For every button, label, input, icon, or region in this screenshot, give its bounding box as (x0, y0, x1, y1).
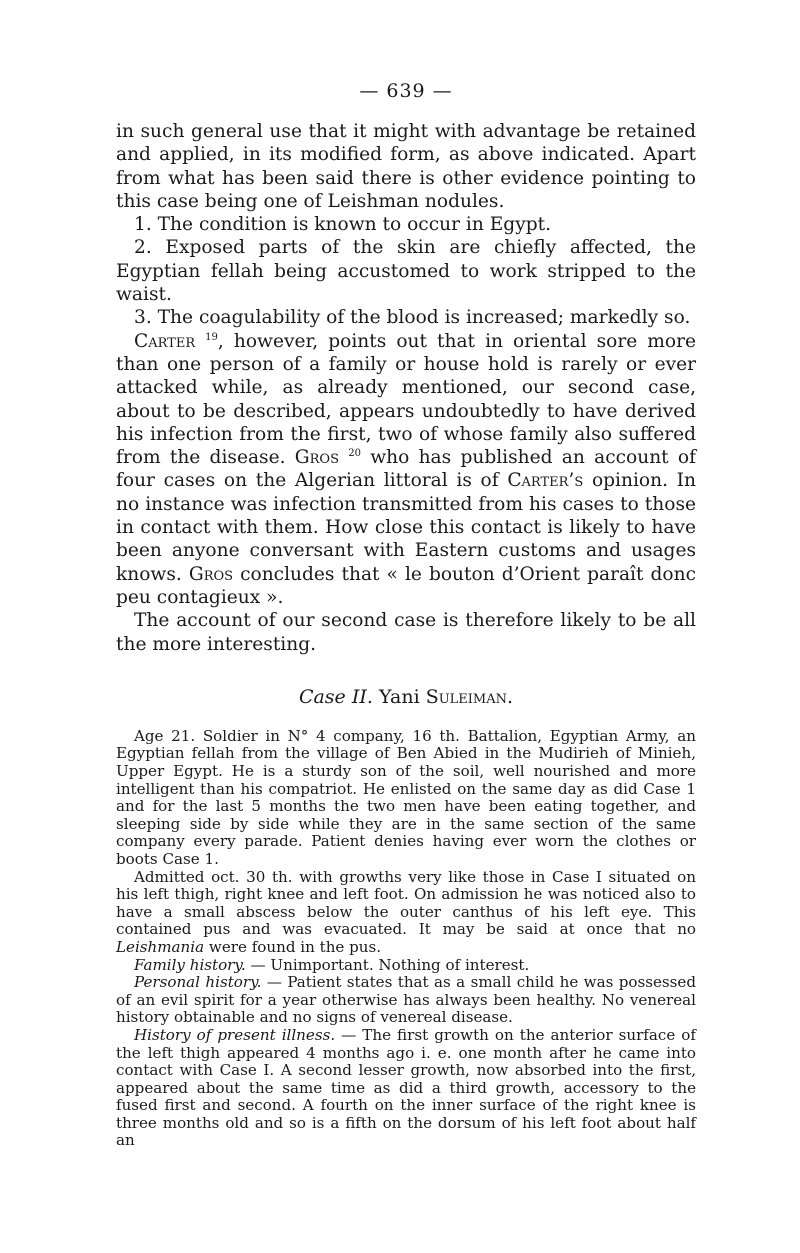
case-note: Age 21. Soldier in N° 4 company, 16 th. Battalion, Egyptian Army, an Egyptian fellah from the village of Ben Abied in the Mudirieh of Minieh, Upper Egypt. He is a sturdy son of the soil, well nourished and more intelligent than his compatriot. He enlisted on the same day as did Case 1 and for the last 5 months the two men have been eating together, and sleeping side by side while they are in the same section of the same company every parade. Patient denies having ever worn the clothes or boots Case 1. (116, 726, 696, 868)
reference-number: 19 (205, 331, 218, 343)
patient-last-name: Suleiman. (425, 685, 514, 708)
author-name: Gros (294, 447, 339, 469)
paragraph: in such general use that it might with advantage be retained and applied, in its modified form, as above indicated. Apart from what has been said there is other evidence pointing to this case being one of Leishman nodules. (116, 121, 696, 212)
text-run: — Patient states that as a small child he was possessed of an evil spirit for a year otherwise has always been healthy. No venereal history obtainable and no signs of venereal disease. (116, 973, 696, 1027)
author-name: Carter’s (507, 470, 584, 492)
section-lead: Family history. (134, 955, 246, 974)
italic-term: Leishmania (116, 937, 205, 956)
text-run: opinion. In no instance was infection transmitted from his cases to those in contact with them. How close this contact is likely to have been anyone conversant with Eastern customs and usages knows. (116, 470, 696, 585)
list-item: 2. Exposed parts of the skin are chiefly affected, the Egyptian fellah being accustomed to work stripped to the waist. (116, 237, 696, 306)
section-lead: History of present illness. (134, 1025, 336, 1044)
case-heading (116, 686, 696, 708)
patient-first-name: Yani (378, 685, 420, 708)
text-run: — Unimportant. Nothing of interest. (245, 955, 530, 974)
paragraph (116, 330, 696, 610)
case-note (116, 1027, 696, 1150)
list-item: 1. The condition is known to occur in Egypt. (134, 214, 551, 236)
body-text (116, 120, 696, 656)
author-name: Gros (188, 563, 234, 585)
section-lead: Personal history. (134, 973, 262, 992)
text-run: Admitted oct. 30 th. with growths very like those in Case I situated on his left thigh, right knee and left foot. On admission he was noticed also to have a small abscess below the outer canthus of his left eye. This contained pus and was evacuated. It may be said at once that no (116, 867, 696, 939)
text-run: , however, points out that in oriental sore more than one person of a family or house hold is rarely or ever attacked while, as already mentioned, our second case, about to be described, appears undoubtedly to have derived his infection from the first, two of whose family also suffered from the disease. (116, 330, 696, 469)
case-note (116, 974, 696, 1027)
text-run: concludes that « le bouton d’Orient paraît donc peu contagieux ». (116, 563, 696, 608)
text-run: — The first growth on the anterior surface of the left thigh appeared 4 months ago i. e. one month after he came into contact with Case I. A second lesser growth, now absorbed into the first, appeared about the same time as did a third growth, accessory to the fused first and second. A fourth on the inner surface of the right knee is three months old and so is a fifth on the dorsum of his left foot about half an (116, 1025, 696, 1150)
page-number: — 639 — (359, 80, 453, 102)
case-note (116, 957, 696, 975)
author-name: Carter (134, 330, 196, 352)
text-run: who has published an account of four cases on the Algerian littoral is of (116, 447, 696, 492)
case-note (116, 869, 696, 957)
paragraph: The account of our second case is therefore likely to be all the more interesting. (116, 610, 696, 655)
case-notes (116, 728, 696, 1150)
text-run: were found in the pus. (204, 937, 382, 956)
list-item: 3. The coagulability of the blood is increased; markedly so. (134, 307, 691, 329)
case-label: Case II. (298, 685, 373, 708)
reference-number: 20 (348, 447, 361, 459)
